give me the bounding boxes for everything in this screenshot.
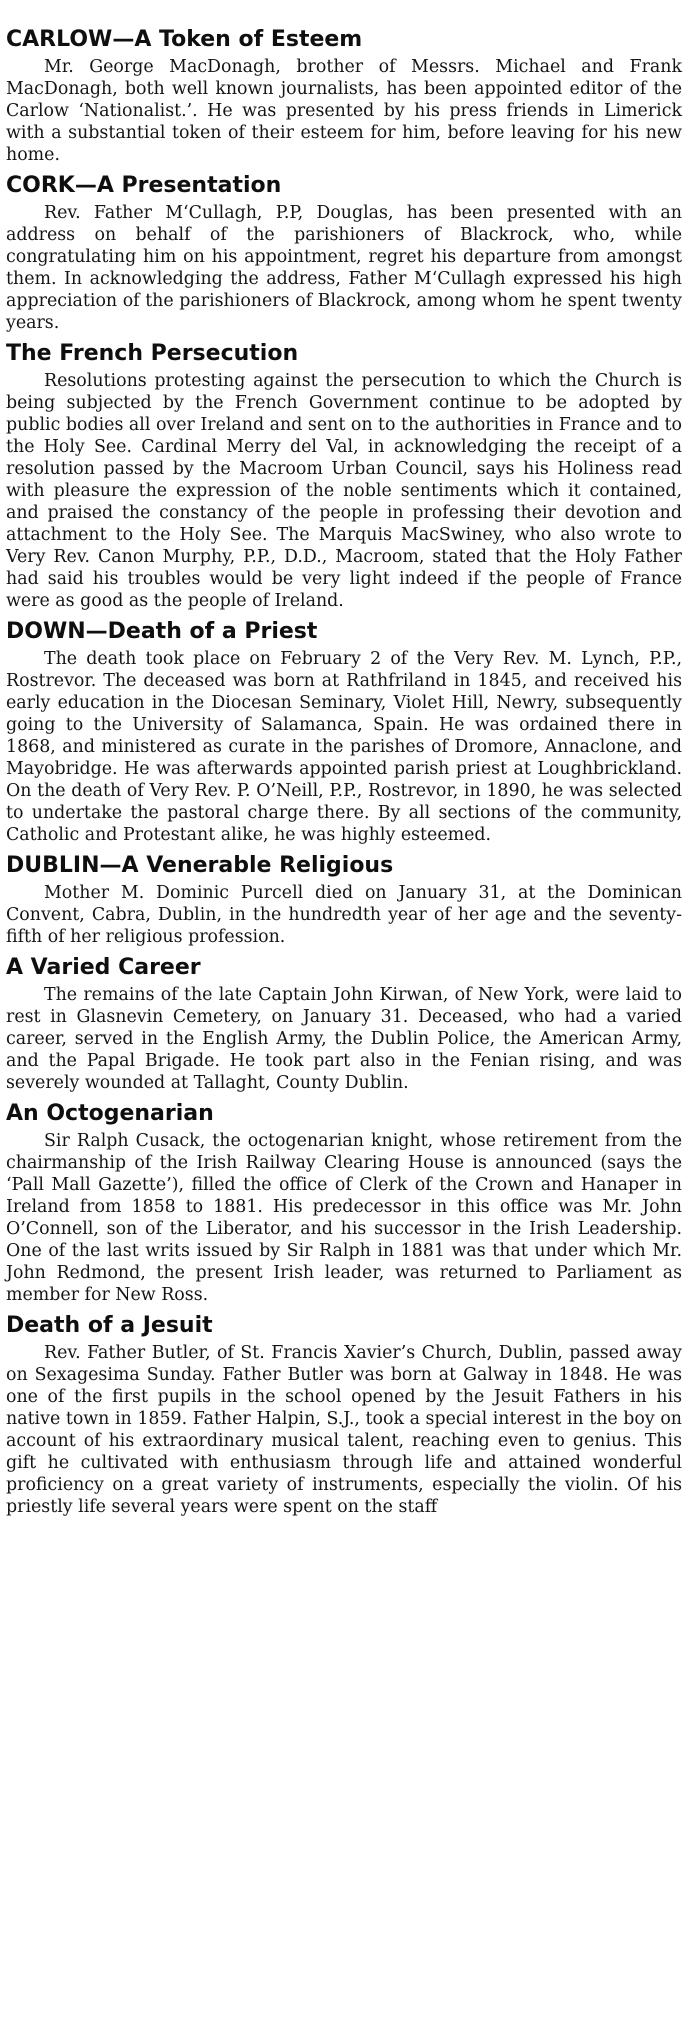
article-down xyxy=(6,618,682,846)
article-heading: A Varied Career xyxy=(6,955,201,980)
article-body: Resolutions protesting against the persecution to which the Church is being subjected by the French Government continue to be adopted by public bodies all over Ireland and sent on to the authorities in France and to the Holy See. Cardinal Merry del Val, in acknowledging the receipt of a resolution passed by the Macroom Urban Council, says his Holiness read with pleasure the expression of the noble sentiments which it contained, and praised the constancy of the people in professing their devotion and attachment to the Holy See. The Marquis MacSwiney, who also wrote to Very Rev. Canon Murphy, P.P., D.D., Macroom, stated that the Holy Father had said his troubles would be very light indeed if the people of France were as good as the people of Ireland. xyxy=(6,371,682,611)
article-heading: Death of a Jesuit xyxy=(6,1313,213,1338)
article-heading: The French Persecution xyxy=(6,341,299,366)
article-body: Rev. Father M‘Cullagh, P.P, Douglas, has been presented with an address on behalf of the parishioners of Blackrock, who, while congratulating him on his appointment, regret his departure from amongst them. In acknowledging the address, Father M‘Cullagh expressed his high appreciation of the parishioners of Blackrock, among whom he spent twenty years. xyxy=(6,203,682,333)
article-body: Rev. Father Butler, of St. Francis Xavier’s Church, Dublin, passed away on Sexagesima Sunday. Father Butler was born at Galway in 1848. He was one of the first pupils in the school opened by the Jesuit Fathers in his native town in 1859. Father Halpin, S.J., took a special interest in the boy on account of his extraordinary musical talent, reaching even to genius. This gift he cultivated with enthusiasm through life and attained wonderful proficiency on a great variety of instruments, especially the violin. Of his priestly life several years were spent on the staff xyxy=(6,1343,682,1517)
article-french-persecution xyxy=(6,340,682,612)
article-octogenarian xyxy=(6,1100,682,1306)
article-body: Mr. George MacDonagh, brother of Messrs. Michael and Frank MacDonagh, both well known journalists, has been appointed editor of the Carlow ‘Nationalist.’. He was presented by his press friends in Limerick with a substantial token of their esteem for him, before leaving for his new home. xyxy=(6,57,682,165)
article-heading: DOWN—Death of a Priest xyxy=(6,619,318,644)
article-carlow xyxy=(6,26,682,166)
article-dublin xyxy=(6,852,682,948)
article-body: Mother M. Dominic Purcell died on January 31, at the Dominican Convent, Cabra, Dublin, in the hundredth year of her age and the seventy-fifth of her religious profession. xyxy=(6,883,682,947)
article-heading: CORK—A Presentation xyxy=(6,173,282,198)
article-heading: An Octogenarian xyxy=(6,1101,214,1126)
article-heading: DUBLIN—A Venerable Religious xyxy=(6,853,394,878)
article-cork xyxy=(6,172,682,334)
article-heading: CARLOW—A Token of Esteem xyxy=(6,27,363,52)
article-body: The remains of the late Captain John Kirwan, of New York, were laid to rest in Glasnevin Cemetery, on January 31. Deceased, who had a varied career, served in the English Army, the Dublin Police, the American Army, and the Papal Brigade. He took part also in the Fenian rising, and was severely wounded at Tallaght, County Dublin. xyxy=(6,985,682,1093)
article-body: Sir Ralph Cusack, the octogenarian knight, whose retirement from the chairmanship of the Irish Railway Clearing House is announced (says the ‘Pall Mall Gazette’), filled the office of Clerk of the Crown and Hanaper in Ireland from 1858 to 1881. His predecessor in this office was Mr. John O’Connell, son of the Liberator, and his successor in the Irish Leadership. One of the last writs issued by Sir Ralph in 1881 was that under which Mr. John Redmond, the present Irish leader, was returned to Parliament as member for New Ross. xyxy=(6,1131,682,1305)
article-varied-career xyxy=(6,954,682,1094)
article-body: The death took place on February 2 of the Very Rev. M. Lynch, P.P., Rostrevor. The deceased was born at Rathfriland in 1845, and received his early education in the Diocesan Seminary, Violet Hill, Newry, subsequently going to the University of Salamanca, Spain. He was ordained there in 1868, and ministered as curate in the parishes of Dromore, Annaclone, and Mayobridge. He was afterwards appointed parish priest at Loughbrickland. On the death of Very Rev. P. O’Neill, P.P., Rostrevor, in 1890, he was selected to undertake the pastoral charge there. By all sections of the community, Catholic and Protestant alike, he was highly esteemed. xyxy=(6,649,682,845)
article-jesuit xyxy=(6,1312,682,1518)
